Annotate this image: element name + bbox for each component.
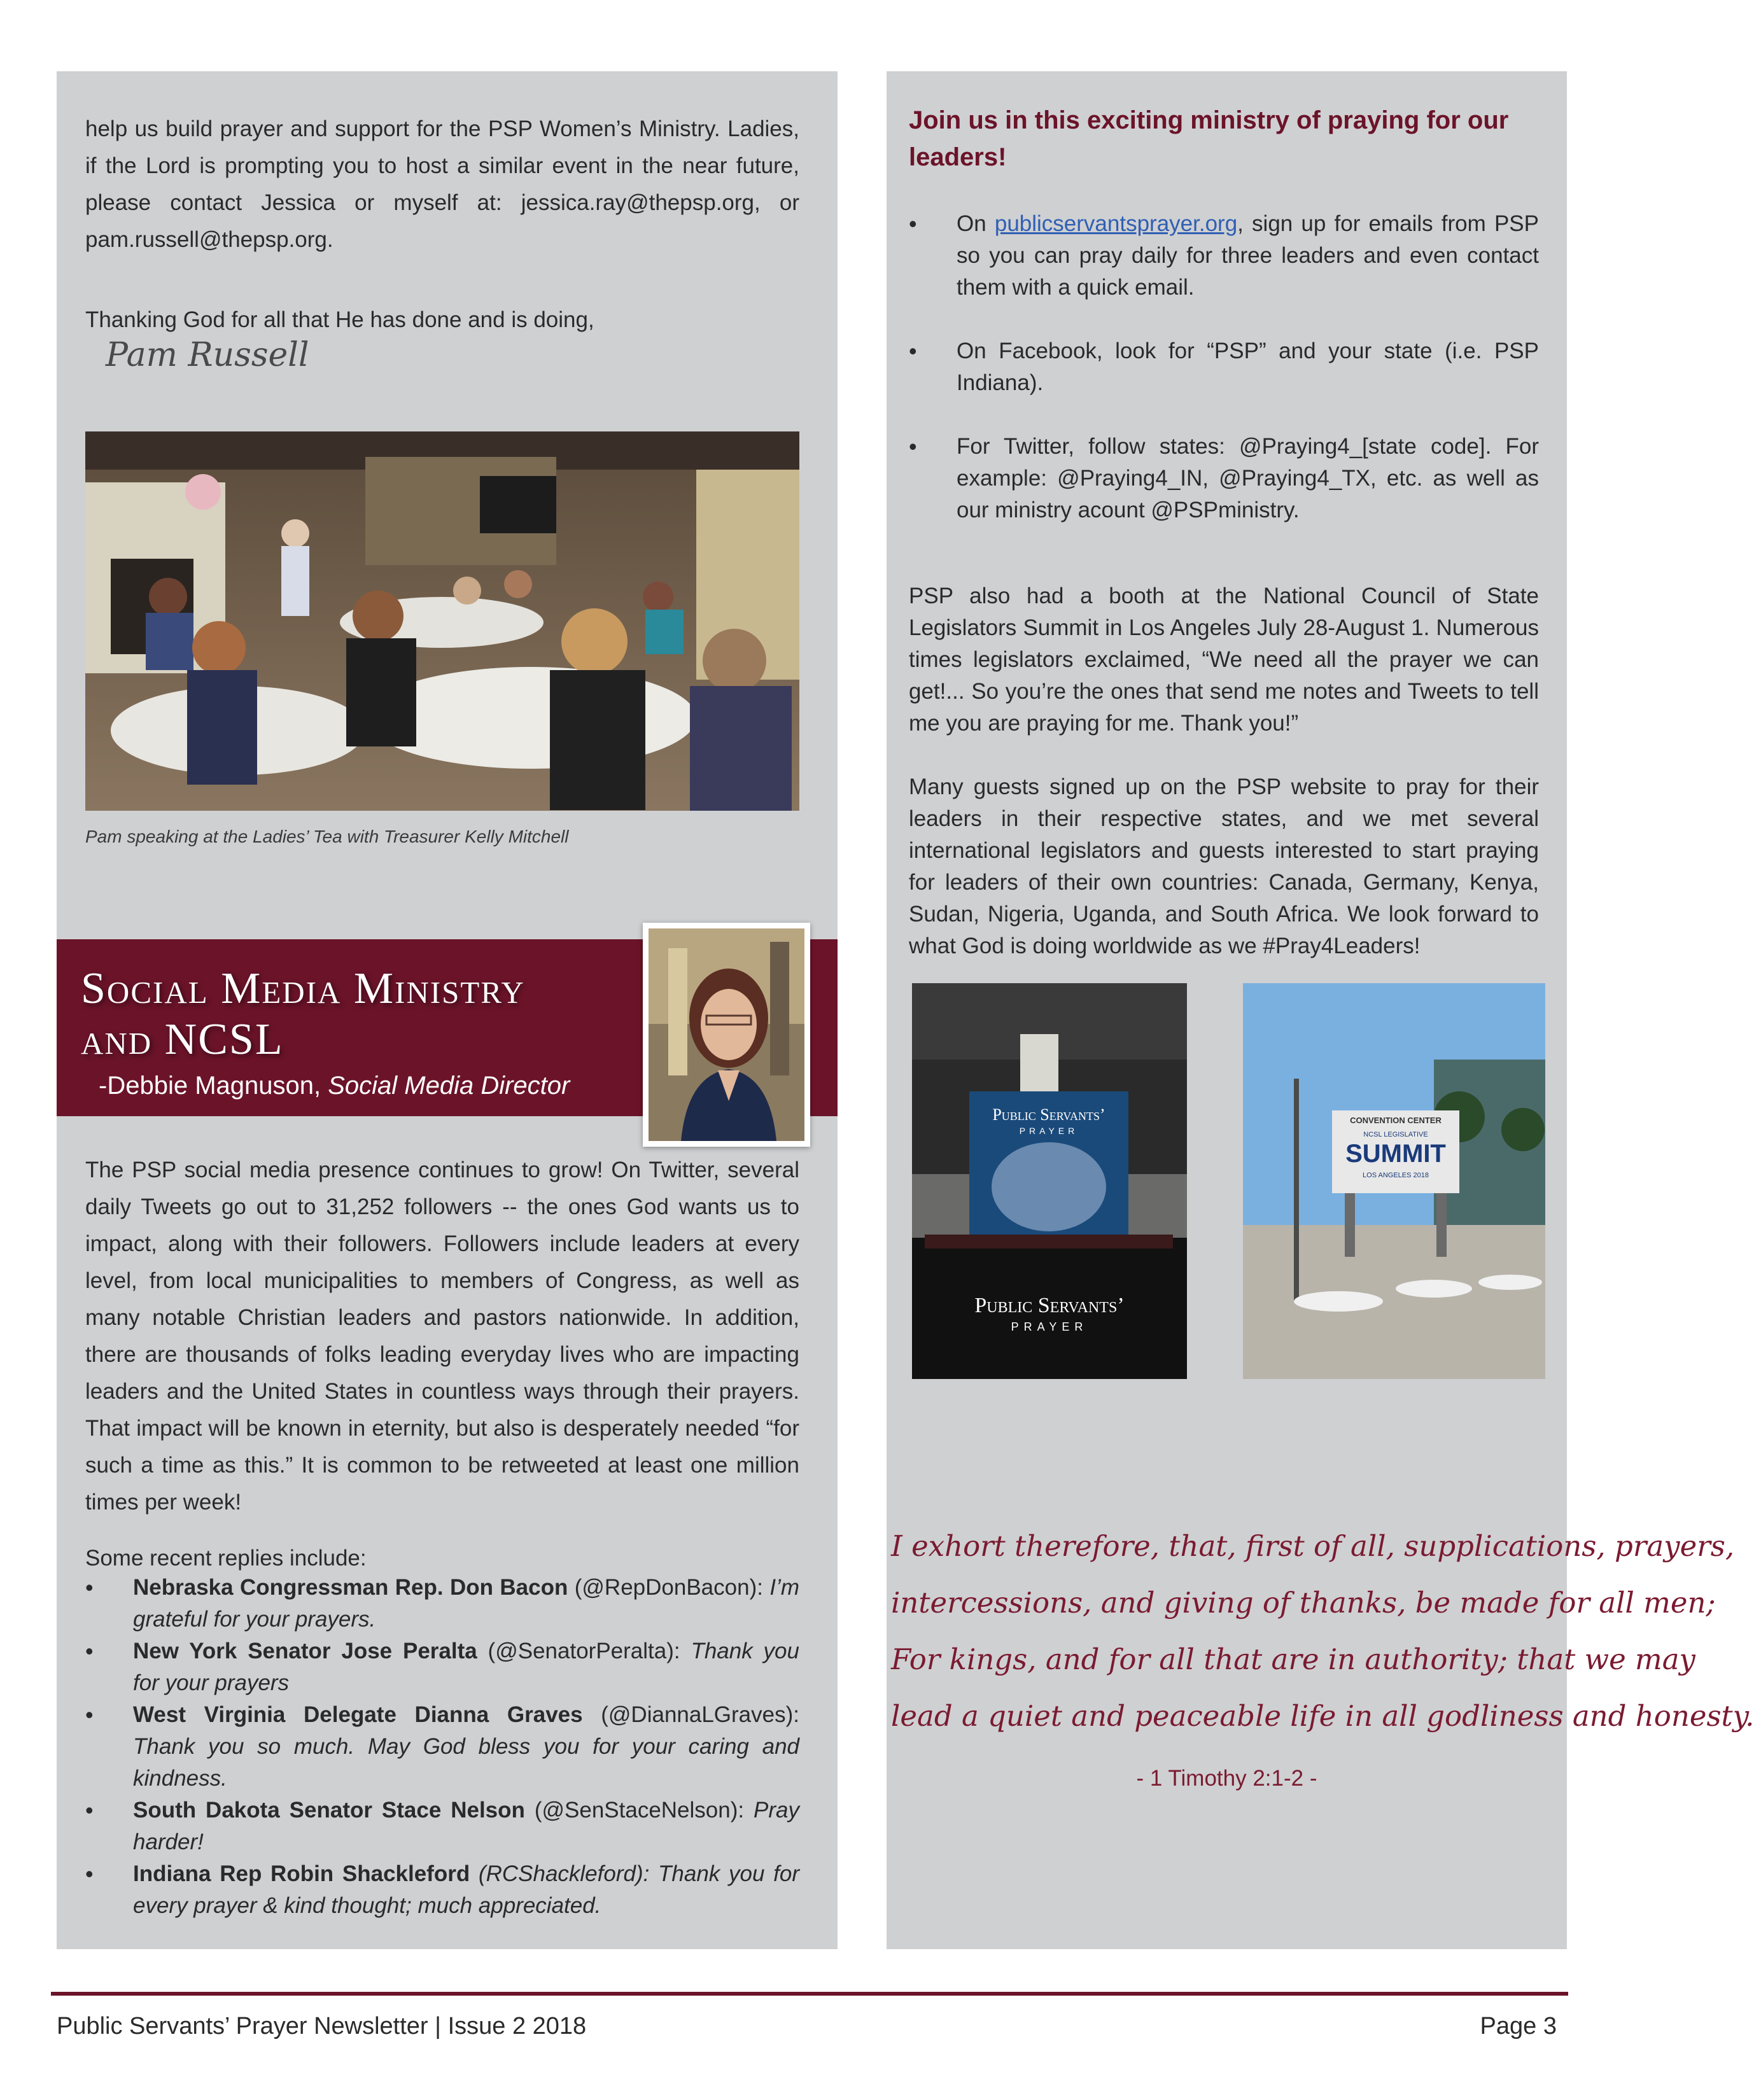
reply-handle: (@RepDonBacon): (568, 1575, 770, 1600)
list-item (85, 1795, 799, 1858)
reply-handle: (@SenatorPeralta): (477, 1639, 691, 1663)
bullet-icon: • (85, 1574, 94, 1600)
reply-quote: Thank you for your prayers (133, 1639, 799, 1695)
author-headshot (643, 923, 810, 1147)
reply-handle: (@DiannaLGraves): (582, 1702, 799, 1727)
reply-name: New York Senator Jose Peralta (133, 1639, 477, 1663)
bullet-text: , sign up for emails from PSP so you can pray daily for three leaders and even contact them with a quick email. (957, 211, 1539, 300)
bullet-icon: • (85, 1702, 94, 1728)
bullet-icon: • (909, 338, 917, 364)
bullet-text: On (957, 211, 995, 236)
list-item (909, 431, 1539, 526)
intro-paragraph: help us build prayer and support for the PSP Women’s Ministry. Ladies, if the Lord is prompting you to host a similar event in the near future, please contact Jessica or myself at: jessica.ray@thepsp.org, or pam.russell@thepsp.org. (85, 116, 799, 252)
reply-quote: (RCShackleford): Thank you for every prayer & kind thought; much appreciated. (133, 1861, 799, 1918)
reply-name: West Virginia Delegate Dianna Graves (133, 1702, 583, 1727)
bullet-text: On Facebook, look for “PSP” and your state (i.e. PSP Indiana). (957, 339, 1539, 395)
list-item (85, 1635, 799, 1699)
list-item (85, 1699, 799, 1795)
ladies-tea-photo (85, 431, 799, 811)
replies-intro: Some recent replies include: (85, 1546, 367, 1571)
bullet-icon: • (909, 433, 917, 459)
bullet-icon: • (909, 211, 917, 237)
page-number: Page 3 (1480, 2013, 1557, 2040)
reply-name: South Dakota Senator Stace Nelson (133, 1798, 525, 1823)
summit-photo (1243, 983, 1545, 1379)
thanks-line: Thanking God for all that He has done and is doing, (85, 307, 594, 332)
reply-name: Nebraska Congressman Rep. Don Bacon (133, 1575, 568, 1600)
booth-sign-top-sub: PRAYER (1019, 1126, 1079, 1136)
list-item (909, 208, 1539, 304)
summit-sign-line2: NCSL LEGISLATIVE (1363, 1131, 1428, 1138)
verse-line: intercessions, and giving of thanks, be made for all men; (891, 1586, 1716, 1620)
scripture-verse (891, 1518, 1754, 1744)
website-link[interactable]: publicservantsprayer.org (994, 211, 1238, 236)
reply-quote: I’m grateful for your prayers. (133, 1575, 799, 1632)
verse-reference: - 1 Timothy 2:1-2 - (1136, 1766, 1317, 1791)
verse-line: For kings, and for all that are in authority; that we may (891, 1642, 1695, 1676)
footer-title: Public Servants’ Prayer Newsletter | Issue 2 2018 (57, 2013, 587, 2040)
guests-paragraph: Many guests signed up on the PSP website to pray for their leaders in their respective states, and we met several international legislators and guests interested to start praying for leaders of their own countries: Canada, Germany, Kenya, Sudan, Nigeria, Uganda, and South Africa. We look forward to what God is doing worldwide as we #Pray4Leaders! (909, 774, 1539, 958)
booth-sign-bottom-sub: PRAYER (1011, 1320, 1088, 1333)
reply-quote: Thank you so much. May God bless you for your caring and kindness. (133, 1734, 799, 1791)
verse-line: I exhort therefore, that, first of all, supplications, prayers, (891, 1529, 1735, 1563)
reply-quote: Pray harder! (133, 1798, 799, 1854)
author-name: -Debbie Magnuson, (99, 1072, 328, 1100)
booth-sign-bottom: Public Servants’ (974, 1294, 1125, 1317)
summit-sign-line1: CONVENTION CENTER (1350, 1116, 1442, 1125)
booth-photo (912, 983, 1187, 1379)
bullet-icon: • (85, 1861, 94, 1887)
photo-caption: Pam speaking at the Ladies’ Tea with Treasurer Kelly Mitchell (85, 827, 569, 846)
list-item (909, 335, 1539, 399)
banner-title-line1: Social Media Ministry (81, 964, 525, 1013)
banner-author (99, 1072, 570, 1100)
reply-name: Indiana Rep Robin Shackleford (133, 1861, 470, 1886)
reply-handle (470, 1861, 479, 1886)
signature: Pam Russell (106, 336, 309, 374)
bullet-icon: • (85, 1797, 94, 1823)
banner-title-line2: and NCSL (81, 1015, 284, 1064)
booth-paragraph: PSP also had a booth at the National Council of State Legislators Summit in Los Angeles July 28-August 1. Numerous times legislators exclaimed, “We need all the prayer we can get!... So you’re the ones that send me notes and Tweets to tell me you are praying for me. Thank you!” (909, 584, 1539, 736)
footer-divider (51, 1992, 1568, 1996)
summit-sign-line3: SUMMIT (1345, 1140, 1446, 1168)
bullet-icon: • (85, 1638, 94, 1664)
bullet-text: For Twitter, follow states: @Praying4_[state code]. For example: @Praying4_IN, @Praying4_TX, etc. as well as our ministry acount @PSPministry. (957, 434, 1539, 522)
author-role: Social Media Director (328, 1072, 570, 1100)
summit-sign-line4: LOS ANGELES 2018 (1363, 1172, 1429, 1179)
join-heading: Join us in this exciting ministry of praying for our leaders! (909, 106, 1509, 171)
booth-sign-top: Public Servants’ (992, 1105, 1105, 1124)
verse-line: lead a quiet and peaceable life in all godliness and honesty. (891, 1699, 1754, 1733)
reply-handle: (@SenStaceNelson): (524, 1798, 754, 1823)
list-item (85, 1572, 799, 1635)
list-item (85, 1858, 799, 1922)
social-media-paragraph: The PSP social media presence continues to grow! On Twitter, several daily Tweets go out to 31,252 followers -- the ones God wants us to impact, along with their followers. Followers include leaders at every level, from local municipalities to members of Congress, as well as many notable Christian leaders and pastors nationwide. In addition, there are thousands of folks leading everyday lives who are impacting leaders and the United States in countless ways through their prayers. That impact will be known in eternity, but also is desperately needed “for such a time as this.” It is common to be retweeted at least one million times per week! (85, 1158, 799, 1515)
